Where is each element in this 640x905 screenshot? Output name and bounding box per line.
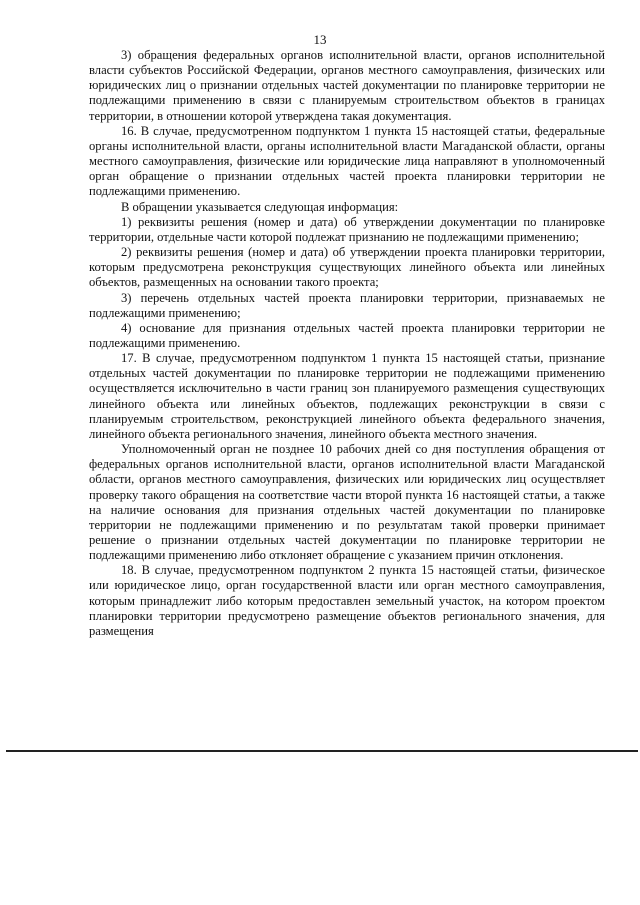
- page-number: 13: [313, 32, 327, 47]
- paragraph-clause-17: 17. В случае, предусмотренном подпунктом 1 пункта 15 настоящей статьи, признание отдельных частей документации по планировке территории не подлежащими применению осуществляется исключительно в части границ зон планируемого размещения существующих линейного объекта или линейных объектов, подлежащих реконструкции в связи с планируемым строительством, реконструкцией линейного объекта федерального значения, линейного объекта регионального значения, линейного объекта местного значения.: [89, 351, 605, 441]
- paragraph-info-intro: В обращении указывается следующая информация:: [121, 199, 399, 214]
- document-body: [89, 48, 605, 639]
- paragraph-clause-16: 16. В случае, предусмотренном подпунктом 1 пункта 15 настоящей статьи, федеральные органы исполнительной власти, органы исполнительной власти Магаданской области, органы местного самоуправления, физические или юридические лица направляют в уполномоченный орган обращение о признании отдельных частей проекта планировки территории не подлежащими применению.: [89, 123, 605, 199]
- paragraph-info-item-1: 1) реквизиты решения (номер и дата) об утверждении документации по планировке территории, отдельные части которой подлежат признанию не подлежащими применению;: [89, 214, 605, 244]
- paragraph-clause-18: 18. В случае, предусмотренном подпунктом 2 пункта 15 настоящей статьи, физическое или юридическое лицо, орган государственной власти или орган местного самоуправления, которым принадлежит либо которым предоставлен земельный участок, на котором проектом планировки территории предусмотрено размещение объектов регионального значения, для размещения: [89, 563, 605, 638]
- paragraph-info-item-3: 3) перечень отдельных частей проекта планировки территории, признаваемых не подлежащими применению;: [89, 290, 605, 320]
- paragraph-info-item-2: 2) реквизиты решения (номер и дата) об утверждении проекта планировки территории, которым предусмотрена реконструкция существующих линейного объекта или линейных объектов, размещенных на основании такого проекта;: [89, 245, 605, 290]
- page-bottom-rule: [6, 750, 638, 752]
- paragraph-authority-review: Уполномоченный орган не позднее 10 рабочих дней со дня поступления обращения от федеральных органов исполнительной власти, органов исполнительной власти Магаданской области, органов местного самоуправления, физических или юридических лиц осуществляет проверку такого обращения на соответствие части второй пункта 16 настоящей статьи, а также на наличие основания для признания отдельных частей документации по планировке территории не подлежащими применению и по результатам такой проверки принимает решение о признании отдельных частей документации по планировке территории не подлежащими применению либо отклоняет обращение с указанием причин отклонения.: [89, 442, 605, 563]
- paragraph-info-item-4: 4) основание для признания отдельных частей проекта планировки территории не подлежащими применению.: [89, 320, 605, 350]
- paragraph-item-3: 3) обращения федеральных органов исполнительной власти, органов исполнительной власти субъектов Российской Федерации, органов местного самоуправления, физических или юридических лиц о признании отдельных частей документации по планировке территории не подлежащими применению в связи с планируемым строительством объектов в границах территории, в отношении которой утверждена такая документация.: [89, 48, 605, 123]
